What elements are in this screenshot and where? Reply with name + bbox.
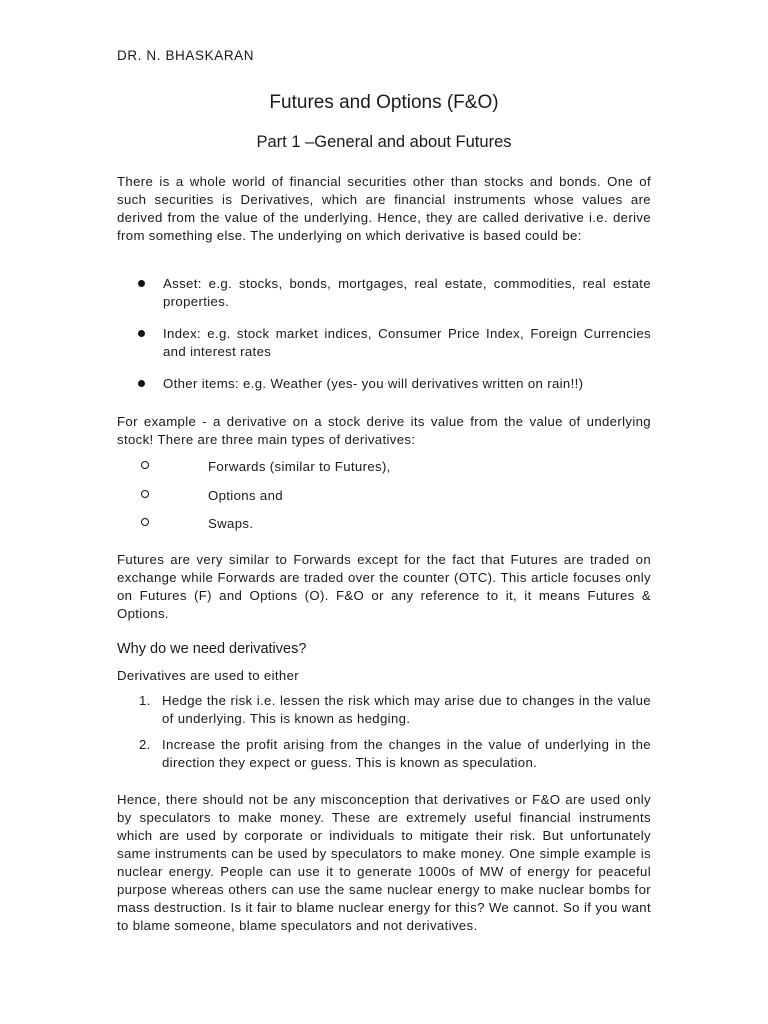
list-item [117, 375, 651, 393]
bullet-icon [138, 380, 145, 387]
list-item [117, 458, 651, 487]
list-item-text: Index: e.g. stock market indices, Consumer Price Index, Foreign Currencies and interest rates [163, 326, 651, 359]
list-item-text: Asset: e.g. stocks, bonds, mortgages, real estate, commodities, real estate properties. [163, 276, 651, 309]
list-item-text: Other items: e.g. Weather (yes- you will derivatives written on rain!!) [163, 376, 584, 391]
document-title: Futures and Options (F&O) [269, 92, 499, 113]
list-item-text: Hedge the risk i.e. lessen the risk which may arise due to changes in the value of underlying. This is known as hedging. [162, 693, 651, 726]
intro-paragraph: There is a whole world of financial securities other than stocks and bonds. One of such securities is Derivatives, which are financial instruments whose values are derived from the value of the underlying. Hence, they are called derivative i.e. derive from something else. The underlying on which derivative is based could be: [117, 174, 651, 243]
list-item [117, 692, 651, 728]
list-item [117, 515, 651, 544]
list-item-text: Swaps. [208, 516, 254, 531]
bullet-icon [138, 280, 145, 287]
list-item [117, 736, 651, 772]
futures-paragraph: Futures are very similar to Forwards except for the fact that Futures are traded on exchange while Forwards are traded over the counter (OTC). This article focuses only on Futures (F) and Options (O). F&O or any reference to it, it means Futures & Options. [117, 552, 651, 621]
section-heading: Why do we need derivatives? [117, 641, 307, 657]
closing-paragraph: Hence, there should not be any misconception that derivatives or F&O are used only by speculators to make money. These are extremely useful financial instruments which are used by corporate or individuals to mitigate their risk. But unfortunately same instruments can be used by speculators to make money. One simple example is nuclear energy. People can use it to generate 1000s of MW of energy for peaceful purpose whereas others can use the same nuclear energy to make nuclear bombs for mass destruction. Is it fair to blame nuclear energy for this? We cannot. So if you want to blame someone, blame speculators and not derivatives. [117, 792, 651, 933]
list-item [117, 487, 651, 516]
author-header: DR. N. BHASKARAN [117, 48, 255, 63]
underlying-list [117, 275, 651, 407]
list-item [117, 275, 651, 311]
derivative-types-list [117, 458, 651, 544]
bullet-icon [138, 330, 145, 337]
circle-bullet-icon [141, 461, 149, 469]
list-item [117, 325, 651, 361]
list-number: 1. [139, 693, 151, 708]
example-paragraph: For example - a derivative on a stock derive its value from the value of underlying stock! There are three main types of derivatives: [117, 414, 651, 447]
circle-bullet-icon [141, 518, 149, 526]
circle-bullet-icon [141, 490, 149, 498]
list-number: 2. [139, 737, 151, 752]
list-item-text: Increase the profit arising from the changes in the value of underlying in the direction they expect or guess. This is known as speculation. [162, 737, 651, 770]
uses-intro: Derivatives are used to either [117, 668, 300, 683]
list-item-text: Forwards (similar to Futures), [208, 459, 391, 474]
list-item-text: Options and [208, 487, 283, 503]
document-subtitle: Part 1 –General and about Futures [256, 133, 512, 151]
uses-list [117, 692, 651, 780]
